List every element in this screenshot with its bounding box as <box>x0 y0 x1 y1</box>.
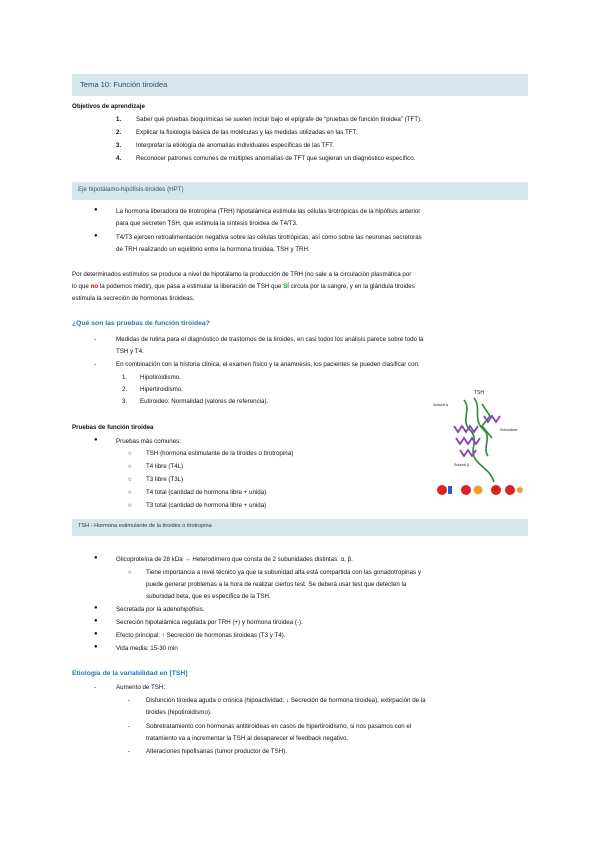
test-item-3: T3 libre (T3L) <box>146 476 184 483</box>
bullet-dot: ● <box>94 618 98 624</box>
figure-title: TSH <box>474 390 484 396</box>
tsh-bullet-4: Efecto principal: ↑ Secreción de hormonas tiroideas (T3 y T4). <box>116 632 286 639</box>
hpt-banner <box>72 182 528 200</box>
dash: - <box>94 361 97 368</box>
tsh-bullet-3: Secreción hipotalámica regulada por TRH (+) y hormona tiroidea (-). <box>116 619 303 626</box>
test-item-2: T4 libre (T4L) <box>146 463 184 470</box>
bullet-dot: ● <box>94 644 98 650</box>
tsh-title: TSH - Hormona estimulante de la tiroides o tirotropina <box>78 523 212 529</box>
objective-3: Interpretar la etiología de anomalías individuales específicas de las TFT. <box>136 142 334 149</box>
figure-label-alpha: Subunit α <box>433 403 449 407</box>
etiology-item-1-line-2: tiroides (hipotiroidismo). <box>146 709 212 716</box>
objective-1: Saber qué pruebas bioquímicas se suelen incluir bajo el epígrafe de “pruebas de función tiroidea” (TFT). <box>136 116 422 123</box>
objective-num-2: 2. <box>116 129 122 136</box>
circle-bullet: ○ <box>128 569 132 576</box>
objective-num-1: 1. <box>116 116 122 123</box>
hpt-paragraph-line-3: estimula la secreción de hormonas tiroideas. <box>72 295 195 302</box>
bottom-spheres <box>437 485 523 495</box>
bullet-dot: ● <box>94 207 98 213</box>
tsh-banner <box>72 519 528 536</box>
pft-dash-1-line-2: TSH y T4. <box>116 348 144 355</box>
tsh-bullet-1: Glicoproteína de 28 kDa → Heterodímero que consta de 2 subunidades distintas: α, β. <box>116 556 353 563</box>
pft-dash-2: En combinación con la historia clínica, el examen físico y la anamnesis, los pacientes se pueden clasificar con: <box>116 361 420 368</box>
tsh-bullet-5: Vida media: 15-30 min <box>116 645 178 652</box>
si-emphasis: SÍ <box>283 283 289 290</box>
tests-common: Pruebas más comunes: <box>116 438 181 445</box>
circle-bullet: ○ <box>128 489 132 496</box>
pft-heading: ¿Qué son las pruebas de función tiroidea? <box>72 320 210 327</box>
class-1: Hipotiroidismo. <box>140 374 181 381</box>
class-num-3: 3. <box>122 398 128 405</box>
objective-num-4: 4. <box>116 155 122 162</box>
bullet-dot: ● <box>94 555 98 561</box>
dash: - <box>94 336 97 343</box>
tests-heading: Pruebas de función tiroidea <box>72 424 154 431</box>
tsh-circ-line-3: subunidad beta, que es específica de la TSH. <box>146 593 271 600</box>
dash: - <box>128 748 131 755</box>
hpt-bullet-1-line-2: para que secreten TSH, que estimula la síntesis tiroidea de T4/T3. <box>116 220 298 227</box>
tsh-bullet-2: Secretada por la adenohipófisis. <box>116 606 205 613</box>
figure-label-beta: Subunit β <box>454 463 470 467</box>
objective-4: Reconocer patrones comunes de múltiples anomalías de TFT que sugieran un diagnóstico específico. <box>136 155 416 162</box>
page-title: Tema 10: Función tiroidea <box>80 80 168 89</box>
dash: - <box>94 684 97 691</box>
objective-2: Explicar la fisiología básica de las moléculas y las medidas utilizadas en las TFT. <box>136 129 358 136</box>
etiology-sub: Aumento de TSH: <box>116 684 166 691</box>
alpha-subunit-ribbon <box>454 416 500 456</box>
circle-bullet: ○ <box>128 450 132 457</box>
dash: - <box>128 723 131 730</box>
class-num-1: 1. <box>122 374 128 381</box>
tsh-structure-figure <box>430 386 528 504</box>
bullet-dot: ● <box>94 233 98 239</box>
objectives-heading: Objetivos de aprendizaje <box>72 103 145 110</box>
bullet-dot: ● <box>94 605 98 611</box>
objective-num-3: 3. <box>116 142 122 149</box>
etiology-item-2-line-1: Sobretratamiento con hormonas antitiroideas en casos de hipertiroidismo, si nos pasamos con el <box>146 723 412 730</box>
hpt-paragraph-line-1: Por determinados estímulos se produce a nivel de hipotálamo la producción de TRH (no sale a la circulación plasmática por <box>72 271 412 278</box>
class-num-2: 2. <box>122 386 128 393</box>
class-2: Hipertiroidismo. <box>140 386 183 393</box>
pft-dash-1-line-1: Medidas de rutina para el diagnóstico de trastornos de la tiroides, en casi todos los análisis parece sobre todo la <box>116 336 424 343</box>
circle-bullet: ○ <box>128 502 132 509</box>
etiology-heading: Etiología de la variabilidad en [TSH] <box>72 670 188 677</box>
bullet-dot: ● <box>94 631 98 637</box>
test-item-1: TSH (hormona estimulante de la tiroides o tirotropina) <box>146 450 294 457</box>
hpt-bullet-2-line-1: T4/T3 ejercen retroalimentación negativa sobre las células tirotrópicas, así como sobre las neuronas secretoras <box>116 234 422 241</box>
circle-bullet: ○ <box>128 463 132 470</box>
etiology-item-3: Alteraciones hipofisarias (tumor productor de TSH). <box>146 748 287 755</box>
hpt-title: Eje hipotálamo-hipófisis-tiroides (HPT) <box>78 186 184 193</box>
figure-label-other: Heterodimer <box>500 428 518 432</box>
no-emphasis: no <box>90 283 99 290</box>
hpt-bullet-1-line-1: La hormona liberadora de tirotropina (TRH) hipotalámica estimula las células tirotrópicas de la hipófisis anterior <box>116 208 421 215</box>
tsh-circ-line-2: puede generar problemas a la hora de realizar ciertos test. Se deberá usar test que detecten la <box>146 581 407 588</box>
circle-bullet: ○ <box>128 476 132 483</box>
dash: - <box>128 697 131 704</box>
title-banner <box>72 74 528 96</box>
test-item-4: T4 total (cantidad de hormona libre + unida) <box>146 489 267 496</box>
test-item-5: T3 total (cantidad de hormona libre + unida) <box>146 502 267 509</box>
class-3: Eutiroideo: Normalidad (valores de referencia). <box>140 398 269 405</box>
hpt-bullet-2-line-2: de TRH realizando un equilibrio entre la hormona tiroidea, TSH y TRH. <box>116 246 310 253</box>
tsh-circ-line-1: Tiene importancia a nivel técnico ya que la subunidad alfa está compartida con las gonadotropinas y <box>146 569 421 576</box>
etiology-item-1-line-1: Disfunción tiroidea aguda o crónica (hipoactividad; ↓ Secreción de hormona tiroidea), extirpación de la <box>146 697 426 704</box>
hpt-paragraph-line-2: lo que no la podemos medir), que pasa a estimular la liberación de TSH que SÍ circula por la sangre, y en la glándula tiroides <box>72 283 415 290</box>
etiology-item-2-line-2: tratamiento va a incrementar la TSH al desaparecer el feedback negativo. <box>146 735 349 742</box>
bullet-dot: ● <box>94 437 98 443</box>
